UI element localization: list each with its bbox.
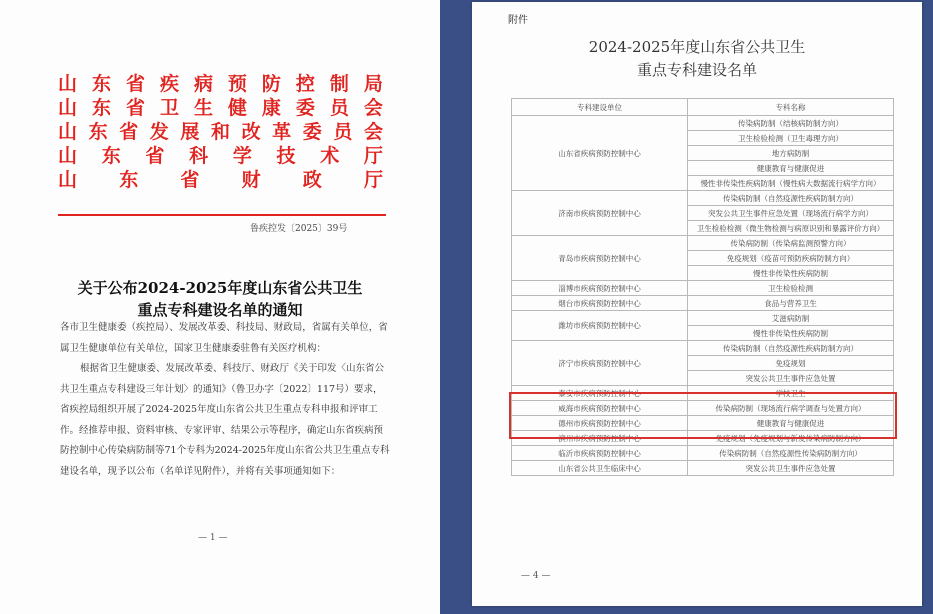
unit-cell: 临沂市疾病预防控制中心: [512, 446, 688, 461]
table-row: [512, 296, 894, 311]
specialty-cell: 健康教育与健康促进: [688, 161, 894, 176]
issuer-char: 疾: [159, 73, 179, 95]
notice-title-line1: 关于公布2024-2025年度山东省公共卫生: [77, 279, 363, 297]
specialty-cell: 健康教育与健康促进: [688, 416, 894, 431]
issuer-char: 山: [58, 145, 78, 167]
issuer-char: 省: [119, 121, 139, 143]
header-name: 专科名称: [688, 99, 894, 116]
specialty-cell: 卫生检验检测（卫生毒理方向）: [688, 131, 894, 146]
unit-cell: 济南市疾病预防控制中心: [512, 191, 688, 236]
specialty-cell: 突发公共卫生事件应急处置: [688, 371, 894, 386]
issuer-char: 山: [58, 97, 78, 119]
specialty-cell: 学校卫生: [688, 386, 894, 401]
list-title-line2: 重点专科建设名单: [636, 61, 757, 79]
issuer-char: 会: [363, 97, 383, 119]
specialty-cell: 突发公共卫生事件应急处置: [688, 461, 894, 476]
specialty-cell: 卫生检验检测（微生物检测与病原识别和暴露评价方向）: [688, 221, 894, 236]
body-paragraph-1: 各市卫生健康委（疾控局）、发展改革委、科技局、财政局，省属有关单位，省属卫生健康单位有关单位，国家卫生健康委驻鲁有关医疗机构：: [60, 322, 388, 354]
issuer-char: 山: [58, 73, 78, 95]
issuer-char: 预: [227, 73, 247, 95]
specialty-cell: 传染病防制（现场流行病学调查与处置方向）: [688, 401, 894, 416]
issuer-char: 省: [125, 97, 145, 119]
issuer-line: [58, 144, 383, 168]
issuer-char: 会: [363, 121, 383, 143]
issuer-char: 山: [58, 121, 78, 143]
issuer-char: 省: [180, 169, 200, 191]
issuer-char: 生: [193, 97, 213, 119]
specialty-cell: 传染病防制（结核病防制方向）: [688, 116, 894, 131]
unit-cell: 潍坊市疾病预防控制中心: [512, 311, 688, 341]
issuer-char: 革: [272, 121, 292, 143]
specialty-cell: 传染病防制（自然疫源性疾病防制方向）: [688, 191, 894, 206]
unit-cell: 德州市疾病预防控制中心: [512, 416, 688, 431]
issuer-char: 省: [125, 73, 145, 95]
issuer-char: 省: [145, 145, 165, 167]
issuer-char: 展: [180, 121, 200, 143]
issuer-char: 康: [261, 97, 281, 119]
specialty-cell: 食品与营养卫生: [688, 296, 894, 311]
page-number: — 1 —: [198, 533, 228, 543]
issuer-char: 山: [58, 169, 78, 191]
unit-cell: 泰安市疾病预防控制中心: [512, 386, 688, 401]
issuer-char: 术: [320, 145, 340, 167]
specialty-cell: 慢性非传染性疾病防制: [688, 266, 894, 281]
issuer-char: 厅: [363, 145, 383, 167]
unit-cell: 山东省疾病预防控制中心: [512, 116, 688, 191]
table-row: [512, 341, 894, 356]
table-row: [512, 191, 894, 206]
issuer-char: 制: [329, 73, 349, 95]
page-number-right: — 4 —: [521, 571, 551, 581]
issuer-char: 东: [119, 169, 139, 191]
issuer-char: 东: [101, 145, 121, 167]
issuer-char: 政: [302, 169, 322, 191]
issuer-char: 财: [241, 169, 261, 191]
red-divider: [58, 214, 386, 216]
table-row: [512, 236, 894, 251]
notice-page: [0, 0, 440, 614]
unit-cell: 山东省公共卫生临床中心: [512, 461, 688, 476]
unit-cell: 济宁市疾病预防控制中心: [512, 341, 688, 386]
issuer-char: 改: [241, 121, 261, 143]
issuer-char: 科: [189, 145, 209, 167]
issuer-char: 技: [276, 145, 296, 167]
issuer-line: [58, 72, 383, 96]
issuer-char: 委: [302, 121, 322, 143]
notice-body: [60, 318, 390, 482]
issuer-line: [58, 120, 383, 144]
specialty-cell: 艾滋病防制: [688, 311, 894, 326]
issuer-line: [58, 96, 383, 120]
unit-cell: 烟台市疾病预防控制中心: [512, 296, 688, 311]
header-unit: 专科建设单位: [512, 99, 688, 116]
specialty-cell: 慢性非传染性疾病防制（慢性病大数据流行病学方向）: [688, 176, 894, 191]
unit-cell: 威海市疾病预防控制中心: [512, 401, 688, 416]
specialty-cell: 传染病防制（自然疫源性疾病防制方向）: [688, 341, 894, 356]
table-row: [512, 446, 894, 461]
notice-title-line2: 重点专科建设名单的通知: [137, 301, 303, 319]
unit-cell: 滨州市疾病预防控制中心: [512, 431, 688, 446]
issuer-line: [58, 168, 383, 192]
unit-cell: 淄博市疾病预防控制中心: [512, 281, 688, 296]
issuer-char: 控: [295, 73, 315, 95]
unit-cell: 青岛市疾病预防控制中心: [512, 236, 688, 281]
specialty-cell: 免疫规划（免疫规划与新发传染病防制方向）: [688, 431, 894, 446]
specialty-cell: 突发公共卫生事件应急处置（现场流行病学方向）: [688, 206, 894, 221]
issuer-char: 委: [295, 97, 315, 119]
specialty-cell: 地方病防制: [688, 146, 894, 161]
issuer-char: 东: [91, 73, 111, 95]
annex-label: 附件: [508, 15, 528, 26]
table-row: [512, 461, 894, 476]
issuer-char: 东: [88, 121, 108, 143]
issuer-list: [58, 72, 383, 192]
issuer-char: 卫: [159, 97, 179, 119]
highlight-box: [509, 392, 897, 439]
issuer-char: 健: [227, 97, 247, 119]
issuer-char: 学: [232, 145, 252, 167]
specialty-cell: 免疫规划（疫苗可预防疾病防制方向）: [688, 251, 894, 266]
issuer-char: 局: [363, 73, 383, 95]
specialty-cell: 免疫规划: [688, 356, 894, 371]
specialty-cell: 慢性非传染性疾病防制: [688, 326, 894, 341]
document-number: 鲁疾控发〔2025〕39号: [250, 224, 348, 234]
issuer-char: 厅: [363, 169, 383, 191]
issuer-char: 发: [149, 121, 169, 143]
table-row: [512, 311, 894, 326]
list-title-line1: 2024-2025年度山东省公共卫生: [588, 38, 806, 56]
issuer-char: 防: [261, 73, 281, 95]
table-row: [512, 281, 894, 296]
issuer-char: 病: [193, 73, 213, 95]
specialty-cell: 传染病防制（传染病监测预警方向）: [688, 236, 894, 251]
issuer-char: 和: [210, 121, 230, 143]
specialty-cell: 卫生检验检测: [688, 281, 894, 296]
table-row: [512, 116, 894, 131]
issuer-char: 员: [329, 97, 349, 119]
specialty-cell: 传染病防制（自然疫源性传染病防制方向）: [688, 446, 894, 461]
issuer-char: 东: [91, 97, 111, 119]
issuer-char: 员: [333, 121, 353, 143]
body-paragraph-2: 根据省卫生健康委、发展改革委、科技厅、财政厅《关于印发〈山东省公共卫生重点专科建设三年计划〉的通知》（鲁卫办字〔2022〕117号）要求，省疾控局组织开展了2024-2025年度山东省公共卫生重点专科申报和评审工作。经推荐申报、资料审核、专家评审、结果公示等程序，确定山东省疾病预防控制中心传染病防制等71个专科为2024-2025年度山东省公共卫生重点专科建设名单，现予以公布（名单详见附件），并将有关事项通知如下：: [60, 363, 390, 477]
